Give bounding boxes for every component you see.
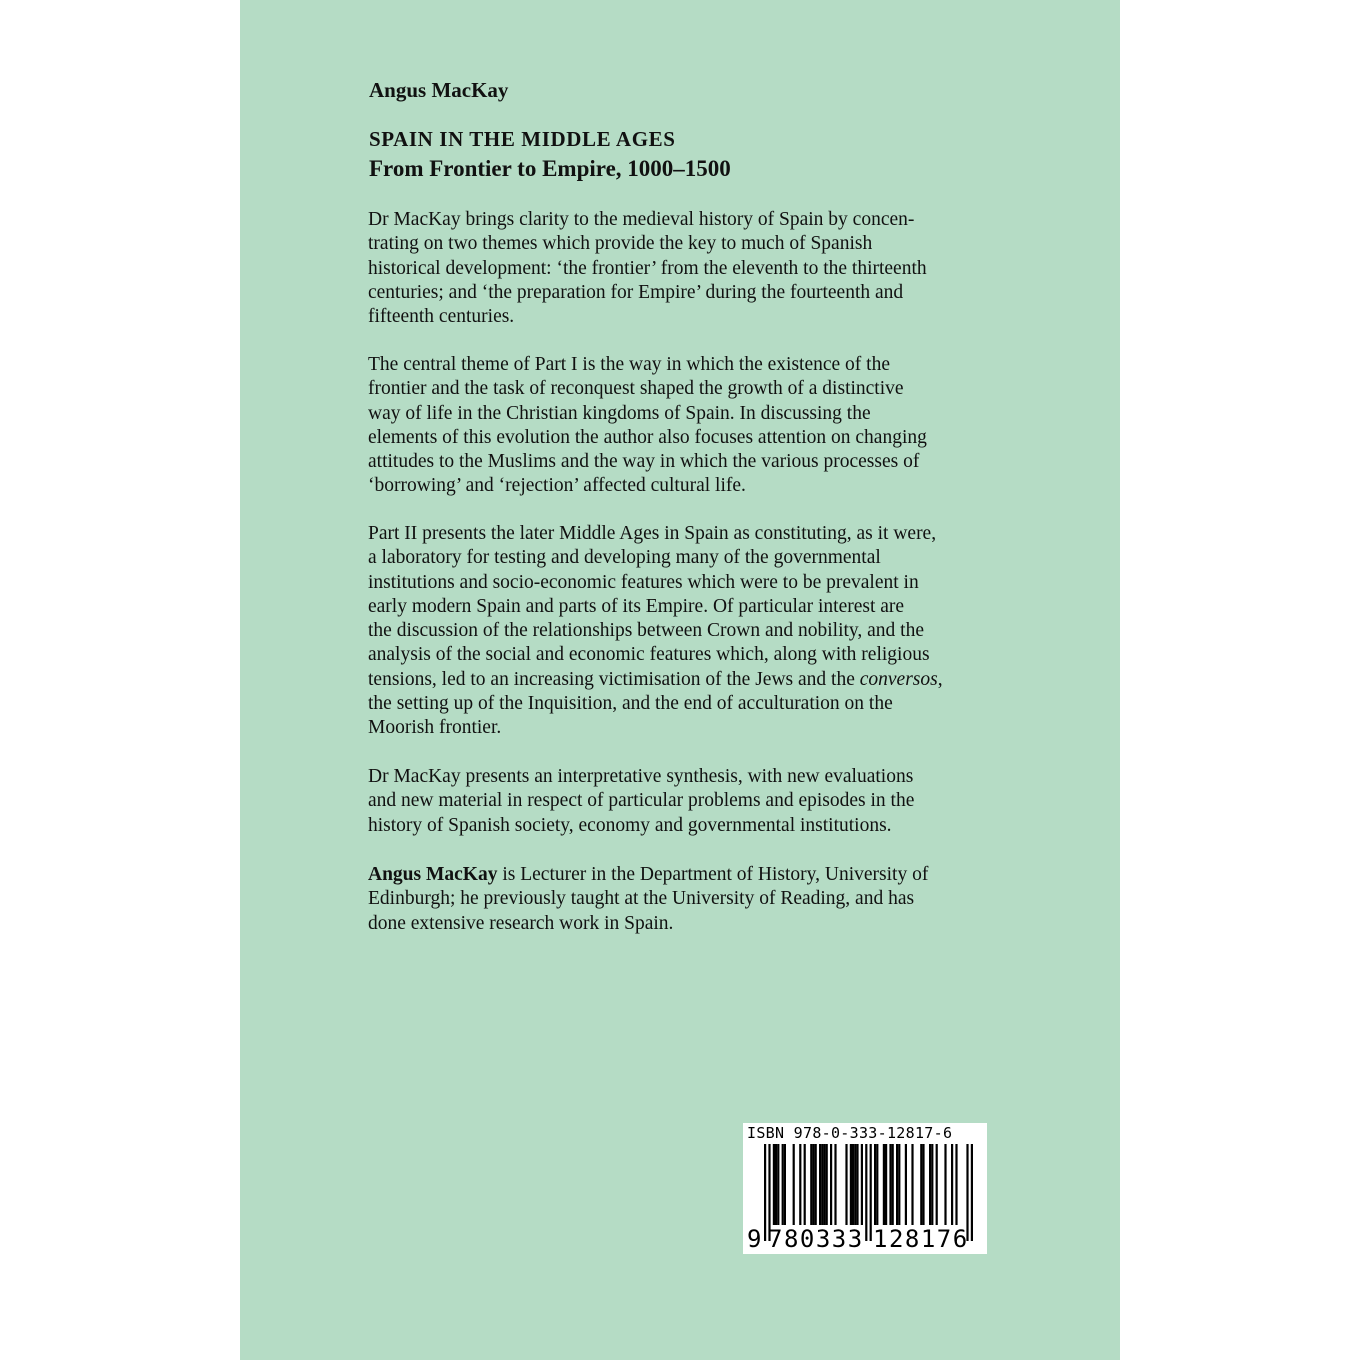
- barcode-bar: [876, 1144, 878, 1225]
- barcode-bar: [920, 1144, 922, 1225]
- blurb-line: The central theme of Part I is the way in which the existence of the: [368, 354, 890, 375]
- barcode-bar: [889, 1144, 891, 1225]
- ean-left-digits: 780333: [768, 1225, 864, 1253]
- blurb-line: Part II presents the later Middle Ages in Spain as constituting, as it were,: [368, 523, 937, 544]
- barcode-bar: [826, 1144, 828, 1225]
- barcode-bar: [944, 1144, 946, 1225]
- barcode-bar: [810, 1144, 812, 1225]
- barcode-bar: [850, 1144, 852, 1225]
- blurb-line: [368, 668, 1018, 692]
- isbn-label: ISBN 978-0-333-12817-6: [747, 1124, 953, 1142]
- blurb-paragraph-2: [368, 353, 1018, 499]
- blurb-line: historical development: ‘the frontier’ from the eleventh to the thirteenth: [368, 257, 927, 279]
- barcode-bar: [905, 1144, 907, 1225]
- blurb-line: done extensive research work in Spain.: [368, 912, 674, 934]
- barcode-bar: [898, 1144, 900, 1225]
- barcode-bar: [812, 1144, 814, 1225]
- barcode-bar: [955, 1144, 957, 1225]
- blurb-line: Dr MacKay presents an interpretative synthesis, with new evaluations: [368, 766, 914, 787]
- barcode-bar: [775, 1144, 777, 1225]
- ean-right-digits: 128176: [873, 1225, 969, 1253]
- barcode-bar: [931, 1144, 933, 1225]
- barcode-bar: [929, 1144, 931, 1225]
- barcode-bar: [922, 1144, 924, 1225]
- blurb-line-start: tensions, led to an increasing victimisation of the Jews and the: [368, 668, 860, 690]
- barcode-bar: [936, 1144, 938, 1225]
- barcode-bar: [784, 1144, 786, 1225]
- barcode-bar: [793, 1144, 795, 1225]
- barcode-bar: [861, 1144, 863, 1225]
- barcode-bar: [854, 1144, 856, 1225]
- blurb-line: Edinburgh; he previously taught at the University of Reading, and has: [368, 888, 915, 910]
- blurb-line: fifteenth centuries.: [368, 306, 515, 328]
- blurb-line: attitudes to the Muslims and the way in which the various processes of: [368, 451, 920, 473]
- barcode-guard-bar: [764, 1144, 766, 1241]
- barcode-bar: [804, 1144, 806, 1225]
- blurb-line: ‘borrowing’ and ‘rejection’ affected cultural life.: [368, 475, 746, 497]
- barcode-bar: [892, 1144, 894, 1225]
- barcode-guard-bar: [870, 1144, 872, 1241]
- barcode-bar: [773, 1144, 775, 1225]
- barcode-guard-bar: [865, 1144, 867, 1241]
- blurb-line: trating on two themes which provide the key to much of Spanish: [368, 233, 873, 255]
- barcode-bar: [885, 1144, 887, 1225]
- blurb-line: Moorish frontier.: [368, 717, 502, 739]
- barcode-bar: [819, 1144, 821, 1225]
- author-name: Angus MacKay: [369, 78, 509, 102]
- italic-term-punct: ,: [937, 668, 943, 690]
- blurb-line: frontier and the task of reconquest shaped the growth of a distinctive: [368, 378, 904, 400]
- blurb-line: the setting up of the Inquisition, and the end of acculturation on the: [368, 693, 893, 715]
- barcode-bar: [830, 1144, 832, 1225]
- blurb-paragraph-1: [368, 208, 1018, 329]
- blurb-line: a laboratory for testing and developing many of the governmental: [368, 547, 881, 569]
- blurb-line: way of life in the Christian kingdoms of Spain. In discussing the: [368, 402, 871, 424]
- barcode-bar: [799, 1144, 801, 1225]
- barcode-bar: [911, 1144, 913, 1225]
- barcode-bar: [852, 1144, 854, 1225]
- blurb-line: and new material in respect of particular problems and episodes in the: [368, 790, 915, 812]
- blurb-line: early modern Spain and parts of its Empire. Of particular interest are: [368, 595, 905, 617]
- barcode-bar: [823, 1144, 825, 1225]
- barcode-guard-bar: [971, 1144, 973, 1241]
- blurb-paragraph-4: [368, 765, 1018, 838]
- barcode-bar: [815, 1144, 817, 1225]
- barcode-bar: [896, 1144, 898, 1225]
- isbn-barcode: [743, 1123, 987, 1254]
- barcode-bar: [845, 1144, 847, 1225]
- barcode-bar: [834, 1144, 836, 1225]
- blurb-line: [368, 863, 1018, 887]
- blurb-line: analysis of the social and economic features which, along with religious: [368, 644, 930, 666]
- back-cover: [240, 0, 1120, 1360]
- blurb-line: history of Spanish society, economy and governmental institutions.: [368, 814, 892, 836]
- barcode-bar: [951, 1144, 953, 1225]
- blurb-paragraph-3: [368, 522, 1018, 741]
- blurb-line: elements of this evolution the author also focuses attention on changing: [368, 426, 927, 448]
- bio-line-rest: is Lecturer in the Department of History, University of: [497, 864, 929, 885]
- barcode-bar: [874, 1144, 876, 1225]
- italic-term: conversos: [859, 668, 938, 690]
- book-subtitle: From Frontier to Empire, 1000–1500: [369, 156, 731, 181]
- barcode-bar: [782, 1144, 784, 1225]
- blurb-line: the discussion of the relationships between Crown and nobility, and the: [368, 620, 925, 642]
- bio-author-name: Angus MacKay: [368, 864, 498, 885]
- ean-first-digit: 9: [747, 1225, 762, 1253]
- barcode-bar: [821, 1144, 823, 1225]
- blurb-line: institutions and socio-economic features which were to be prevalent in: [368, 571, 919, 593]
- barcode-bar: [856, 1144, 858, 1225]
- book-title: SPAIN IN THE MIDDLE AGES: [369, 127, 676, 151]
- blurb-line: centuries; and ‘the preparation for Empire’ during the fourteenth and: [368, 281, 904, 303]
- blurb-line: Dr MacKay brings clarity to the medieval history of Spain by concen-: [368, 209, 915, 230]
- author-bio: [368, 863, 1018, 936]
- barcode-bar: [883, 1144, 885, 1225]
- barcode-bar: [777, 1144, 779, 1225]
